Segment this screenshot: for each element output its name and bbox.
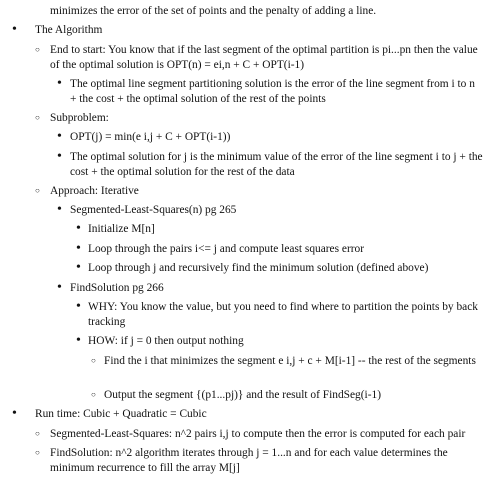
- bullet-square-icon: •: [57, 202, 62, 217]
- note-text: Segmented-Least-Squares: n^2 pairs i,j to compute then the error is computed for each pair: [50, 428, 466, 440]
- bullet-square-icon: •: [57, 280, 62, 295]
- note-text: WHY: You know the value, but you need to find where to partition the points by back tracking: [88, 301, 478, 328]
- note-heading: The Algorithm: [35, 24, 103, 36]
- bullet-circle-icon: ○: [35, 448, 40, 457]
- note-text: The optimal line segment partitioning solution is the error of the line segment from i to n + the cost + the optimal solution of the rest of the points: [70, 78, 475, 105]
- note-text: Find the i that minimizes the segment e i,j + c + M[i-1] -- the rest of the segments: [104, 355, 476, 367]
- note-heading: Run time: Cubic + Quadratic = Cubic: [35, 408, 207, 420]
- note-text: FindSolution pg 266: [70, 282, 164, 294]
- bullet-dot-icon: •: [12, 406, 17, 421]
- bullet-square-icon: •: [57, 129, 62, 144]
- note-text: Segmented-Least-Squares(n) pg 265: [70, 204, 237, 216]
- bullet-circle-icon: ○: [91, 390, 96, 399]
- note-text: Subproblem:: [50, 112, 109, 124]
- bullet-dot-icon: •: [12, 22, 17, 37]
- note-text: HOW: if j = 0 then output nothing: [88, 335, 244, 347]
- bullet-circle-icon: ○: [35, 45, 40, 54]
- note-text: Initialize M[n]: [88, 223, 155, 235]
- bullet-dot-icon: •: [76, 221, 81, 236]
- bullet-circle-icon: ○: [35, 113, 40, 122]
- bullet-circle-icon: ○: [91, 356, 96, 365]
- note-text: minimizes the error of the set of points and the penalty of adding a line.: [50, 5, 377, 17]
- note-text: OPT(j) = min(e i,j + C + OPT(i-1)): [70, 131, 231, 143]
- bullet-dot-icon: •: [76, 333, 81, 348]
- bullet-dot-icon: •: [76, 299, 81, 314]
- bullet-circle-icon: ○: [35, 186, 40, 195]
- note-text: FindSolution: n^2 algorithm iterates through j = 1...n and for each value determines the minimum recurrence to fill the array M[j]: [50, 447, 448, 474]
- note-text: Loop through the pairs i<= j and compute least squares error: [88, 243, 365, 255]
- note-text: Approach: Iterative: [50, 185, 139, 197]
- note-text: The optimal solution for j is the minimum value of the error of the line segment i to j + the cost + the optimal solution for the rest of the data: [70, 151, 483, 178]
- bullet-dot-icon: •: [76, 241, 81, 256]
- note-text: End to start: You know that if the last segment of the optimal partition is pi...pn then the value of the optimal solution is OPT(n) = ei,n + C + OPT(i-1): [50, 44, 478, 71]
- bullet-square-icon: •: [57, 149, 62, 164]
- bullet-dot-icon: •: [76, 260, 81, 275]
- bullet-circle-icon: ○: [35, 429, 40, 438]
- note-text: Loop through j and recursively find the minimum solution (defined above): [88, 262, 429, 274]
- bullet-square-icon: •: [57, 76, 62, 91]
- note-text: Output the segment {(p1...pj)} and the result of FindSeg(i-1): [104, 389, 381, 401]
